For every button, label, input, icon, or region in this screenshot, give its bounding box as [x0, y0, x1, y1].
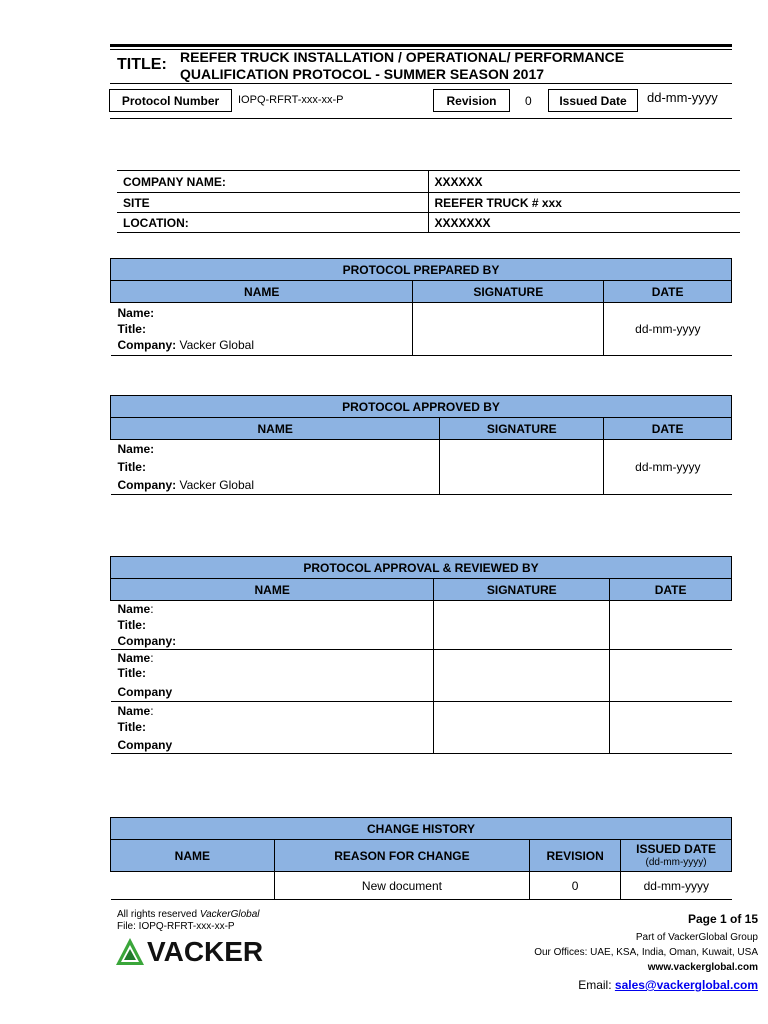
change-issued-cell: dd-mm-yyyy	[621, 872, 732, 900]
prepared-by-title: PROTOCOL PREPARED BY	[111, 259, 732, 281]
name-label: Name	[117, 651, 151, 665]
change-history-title: CHANGE HISTORY	[111, 818, 732, 840]
protocol-number-value: IOPQ-RFRT-xxx-xx-P	[238, 94, 344, 106]
col-name-header: NAME	[111, 840, 275, 872]
change-name-cell	[111, 872, 275, 900]
title-field-label: Title:	[117, 666, 146, 680]
change-history-table	[110, 817, 732, 900]
date-cell	[610, 702, 732, 754]
info-label: COMPANY NAME:	[117, 171, 428, 193]
header-rule-top	[110, 44, 732, 47]
company-label: Company:	[117, 634, 177, 648]
offices-text: Our Offices: UAE, KSA, India, Oman, Kuwait, USA	[534, 947, 758, 958]
rights-brand: VackerGlobal	[199, 909, 260, 920]
revision-label: Revision	[433, 89, 510, 112]
company-label: Company:	[117, 338, 177, 352]
email-label: Email:	[578, 978, 615, 992]
signature-cell	[440, 440, 604, 495]
date-cell: dd-mm-yyyy	[604, 440, 732, 495]
name-label: Name:	[117, 306, 155, 320]
header-rule-mid	[110, 83, 732, 84]
reviewed-by-table	[110, 556, 732, 754]
change-row	[111, 872, 732, 900]
document-title	[180, 49, 725, 83]
info-label: LOCATION:	[117, 213, 428, 233]
company-label: Company:	[117, 478, 177, 492]
reviewer-row	[111, 650, 732, 702]
info-row	[117, 193, 740, 213]
page-number: Page 1 of 15	[687, 912, 758, 926]
title-line-2: QUALIFICATION PROTOCOL - SUMMER SEASON 2017	[180, 66, 545, 82]
info-row	[117, 171, 740, 193]
info-value: REEFER TRUCK # xxx	[428, 193, 740, 213]
col-reason-header: REASON FOR CHANGE	[274, 840, 529, 872]
signature-cell	[434, 601, 610, 650]
title-field-label: Title:	[117, 322, 146, 336]
company-value: Vacker Global	[179, 478, 254, 492]
prepared-by-table	[110, 258, 732, 356]
change-reason-cell: New document	[274, 872, 529, 900]
reviewer-name-cell: Name: Title: Company	[111, 702, 434, 754]
email-link[interactable]: sales@vackerglobal.com	[614, 978, 758, 992]
title-line-1: REEFER TRUCK INSTALLATION / OPERATIONAL/ PERFORMANCE	[180, 49, 625, 65]
signature-cell	[434, 650, 610, 702]
logo-wordmark: VACKER	[147, 936, 264, 967]
issued-date-label: Issued Date	[548, 89, 638, 112]
col-signature-header: SIGNATURE	[413, 281, 604, 303]
date-cell: dd-mm-yyyy	[604, 303, 732, 356]
reviewer-row	[111, 601, 732, 650]
signature-cell	[413, 303, 604, 356]
reviewer-name-cell: Name: Title: Company	[111, 650, 434, 702]
date-cell	[610, 650, 732, 702]
reviewed-by-title: PROTOCOL APPROVAL & REVIEWED BY	[111, 557, 732, 579]
revision-value: 0	[525, 94, 532, 108]
col-name-header: NAME	[111, 418, 440, 440]
title-field-label: Title:	[117, 460, 146, 474]
info-row	[117, 213, 740, 233]
name-label: Name	[117, 703, 151, 718]
header-rule-bottom	[110, 118, 732, 119]
website-text: www.vackerglobal.com	[647, 962, 758, 973]
title-field-label: Title:	[117, 719, 146, 734]
approved-name-cell	[111, 440, 440, 495]
col-signature-header: SIGNATURE	[440, 418, 604, 440]
approved-by-title: PROTOCOL APPROVED BY	[111, 396, 732, 418]
change-revision-cell: 0	[530, 872, 621, 900]
col-date-header: DATE	[604, 281, 732, 303]
col-date-header: DATE	[604, 418, 732, 440]
issued-date-format: (dd-mm-yyyy)	[645, 856, 707, 868]
file-name: File: IOPQ-RFRT-xxx-xx-P	[117, 921, 235, 932]
name-label: Name	[117, 602, 151, 616]
col-issued-date-header: ISSUED DATE (dd-mm-yyyy)	[621, 840, 732, 872]
signature-cell	[434, 702, 610, 754]
info-label: SITE	[117, 193, 428, 213]
company-label: Company	[117, 737, 173, 752]
col-name-header: NAME	[111, 579, 434, 601]
reviewer-row	[111, 702, 732, 754]
date-cell	[610, 601, 732, 650]
vacker-logo-icon	[115, 937, 145, 967]
email-line	[578, 978, 758, 992]
title-label: TITLE:	[117, 56, 167, 73]
company-label: Company	[117, 685, 173, 699]
rights-text: All rights reserved VackerGlobal	[117, 909, 260, 920]
name-label: Name:	[117, 442, 155, 456]
info-value: XXXXXX	[428, 171, 740, 193]
col-date-header: DATE	[610, 579, 732, 601]
issued-date-value: dd-mm-yyyy	[647, 90, 718, 105]
info-value: XXXXXXX	[428, 213, 740, 233]
company-value: Vacker Global	[179, 338, 254, 352]
title-field-label: Title:	[117, 618, 146, 632]
approved-by-table	[110, 395, 732, 495]
vacker-logo	[115, 936, 265, 968]
protocol-number-label: Protocol Number	[109, 89, 232, 112]
reviewer-name-cell: Name: Title: Company:	[111, 601, 434, 650]
prepared-name-cell	[111, 303, 413, 356]
col-revision-header: REVISION	[530, 840, 621, 872]
col-name-header: NAME	[111, 281, 413, 303]
group-text: Part of VackerGlobal Group	[635, 932, 758, 943]
site-info-table	[117, 170, 740, 233]
col-signature-header: SIGNATURE	[434, 579, 610, 601]
